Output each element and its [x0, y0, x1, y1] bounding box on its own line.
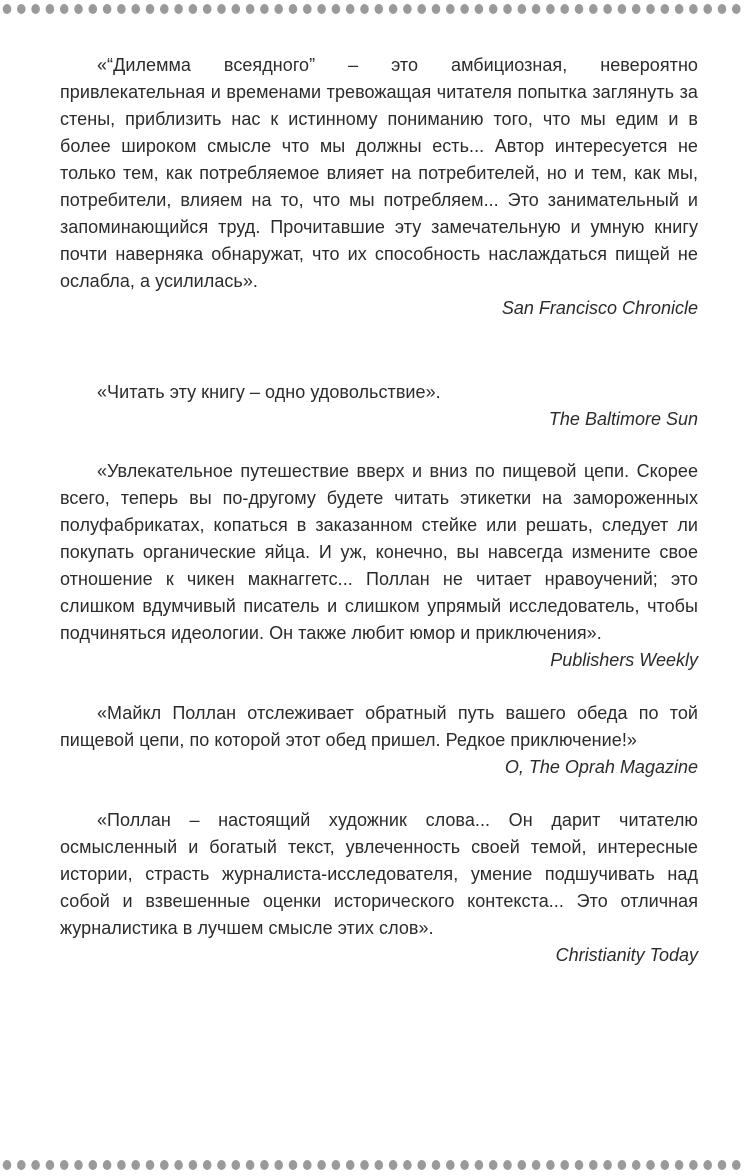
border-dot	[632, 4, 641, 14]
border-dot	[131, 1160, 140, 1170]
review-block	[60, 379, 698, 433]
border-dot	[661, 1160, 670, 1170]
border-dot	[503, 4, 512, 14]
border-dot	[17, 4, 26, 14]
border-dot	[189, 1160, 198, 1170]
top-dotted-border	[0, 2, 744, 16]
review-source: Christianity Today	[555, 945, 698, 965]
border-dot	[31, 1160, 40, 1170]
border-dot	[3, 1160, 12, 1170]
border-dot	[589, 4, 598, 14]
border-dot	[232, 1160, 241, 1170]
border-dot	[160, 4, 169, 14]
review-quote: «Читать эту книгу – одно удовольствие».	[97, 382, 441, 402]
border-dot	[446, 4, 455, 14]
border-dot	[346, 1160, 355, 1170]
border-dot	[217, 1160, 226, 1170]
review-source: Publishers Weekly	[550, 650, 698, 670]
border-dot	[332, 1160, 341, 1170]
border-dot	[346, 4, 355, 14]
border-dot	[546, 1160, 555, 1170]
border-dot	[560, 1160, 569, 1170]
border-dot	[260, 1160, 269, 1170]
border-dot	[560, 4, 569, 14]
border-dot	[646, 4, 655, 14]
border-dot	[360, 1160, 369, 1170]
border-dot	[618, 1160, 627, 1170]
border-dot	[60, 1160, 69, 1170]
review-quote: «Поллан – настоящий художник слова... Он дарит читателю осмысленный и богатый текст, увлеченность своей темой, интересные истории, страсть журналиста-исследователя, умение подшучивать над собой и взвешенные оценки исторического контекста... Это отличная журналистика в лучшем смысле этих слов».	[60, 810, 698, 938]
border-dot	[432, 1160, 441, 1170]
review-source: San Francisco Chronicle	[501, 298, 698, 318]
border-dot	[303, 4, 312, 14]
border-dot	[3, 4, 12, 14]
border-dot	[174, 1160, 183, 1170]
border-dot	[146, 4, 155, 14]
border-dot	[632, 1160, 641, 1170]
border-dot	[503, 1160, 512, 1170]
border-dot	[646, 1160, 655, 1170]
border-dot	[74, 1160, 83, 1170]
border-dot	[389, 1160, 398, 1170]
review-block	[60, 52, 698, 322]
border-dot	[303, 1160, 312, 1170]
border-dot	[532, 1160, 541, 1170]
border-dot	[89, 4, 98, 14]
border-dot	[103, 4, 112, 14]
border-dot	[675, 1160, 684, 1170]
border-dot	[189, 4, 198, 14]
border-dot	[289, 4, 298, 14]
review-quotes	[60, 52, 698, 969]
border-dot	[31, 4, 40, 14]
border-dot	[732, 4, 741, 14]
border-dot	[375, 1160, 384, 1170]
border-dot	[89, 1160, 98, 1170]
border-dot	[317, 1160, 326, 1170]
border-dot	[46, 1160, 55, 1170]
review-block	[60, 700, 698, 781]
review-block	[60, 458, 698, 674]
border-dot	[117, 4, 126, 14]
review-source: O, The Oprah Magazine	[504, 757, 698, 777]
review-block	[60, 807, 698, 969]
border-dot	[146, 1160, 155, 1170]
border-dot	[117, 1160, 126, 1170]
border-dot	[417, 1160, 426, 1170]
border-dot	[403, 1160, 412, 1170]
border-dot	[317, 4, 326, 14]
border-dot	[689, 1160, 698, 1170]
border-dot	[489, 4, 498, 14]
border-dot	[103, 1160, 112, 1170]
border-dot	[575, 4, 584, 14]
review-quote: «Увлекательное путешествие вверх и вниз по пищевой цепи. Скорее всего, теперь вы по-другому будете читать этикетки на замороженных полуфабрикатах, копаться в заказанном стейке или решать, следует ли покупать органические яйца. И уж, конечно, вы навсегда измените свое отношение к чикен макнаггетс... Поллан не читает нравоучений; это слишком вдумчивый писатель и слишком упрямый исследователь, чтобы подчиняться идеологии. Он также любит юмор и приключения».	[60, 461, 698, 643]
border-dot	[274, 4, 283, 14]
border-dot	[718, 4, 727, 14]
review-quote: «“Дилемма всеядного” – это амбициозная, невероятно привлекательная и временами тревожащая читателя попытка заглянуть за стены, приблизить нас к истинному пониманию того, что мы едим и в более широком смысле что мы должны есть... Автор интересуется не только тем, как потребляемое влияет на потребителей, но и тем, как мы, потребители, влияем на то, что мы потребляем... Это занимательный и запоминающийся труд. Прочитавшие эту замечательную и умную книгу почти наверняка обнаружат, что их способность наслаждаться пищей не ослабла, а усилилась».	[60, 55, 698, 291]
border-dot	[60, 4, 69, 14]
border-dot	[360, 4, 369, 14]
border-dot	[532, 4, 541, 14]
border-dot	[246, 1160, 255, 1170]
border-dot	[389, 4, 398, 14]
border-dot	[489, 1160, 498, 1170]
border-dot	[217, 4, 226, 14]
border-dot	[160, 1160, 169, 1170]
border-dot	[446, 1160, 455, 1170]
border-dot	[432, 4, 441, 14]
review-source: The Baltimore Sun	[548, 409, 698, 429]
border-dot	[232, 4, 241, 14]
border-dot	[689, 4, 698, 14]
border-dot	[203, 4, 212, 14]
border-dot	[732, 1160, 741, 1170]
border-dot	[475, 4, 484, 14]
border-dot	[546, 4, 555, 14]
border-dot	[17, 1160, 26, 1170]
bottom-dotted-border	[0, 1158, 744, 1172]
border-dot	[460, 4, 469, 14]
border-dot	[589, 1160, 598, 1170]
border-dot	[618, 4, 627, 14]
border-dot	[203, 1160, 212, 1170]
border-dot	[403, 4, 412, 14]
border-dot	[575, 1160, 584, 1170]
border-dot	[131, 4, 140, 14]
border-dot	[675, 4, 684, 14]
border-dot	[718, 1160, 727, 1170]
border-dot	[289, 1160, 298, 1170]
border-dot	[703, 4, 712, 14]
border-dot	[603, 1160, 612, 1170]
border-dot	[246, 4, 255, 14]
border-dot	[46, 4, 55, 14]
border-dot	[460, 1160, 469, 1170]
border-dot	[174, 4, 183, 14]
border-dot	[475, 1160, 484, 1170]
review-quote: «Майкл Поллан отслеживает обратный путь вашего обеда по той пищевой цепи, по которой этот обед пришел. Редкое приключение!»	[60, 703, 698, 750]
border-dot	[603, 4, 612, 14]
border-dot	[332, 4, 341, 14]
border-dot	[375, 4, 384, 14]
border-dot	[274, 1160, 283, 1170]
border-dot	[661, 4, 670, 14]
border-dot	[703, 1160, 712, 1170]
border-dot	[74, 4, 83, 14]
border-dot	[417, 4, 426, 14]
border-dot	[260, 4, 269, 14]
border-dot	[518, 1160, 527, 1170]
border-dot	[518, 4, 527, 14]
